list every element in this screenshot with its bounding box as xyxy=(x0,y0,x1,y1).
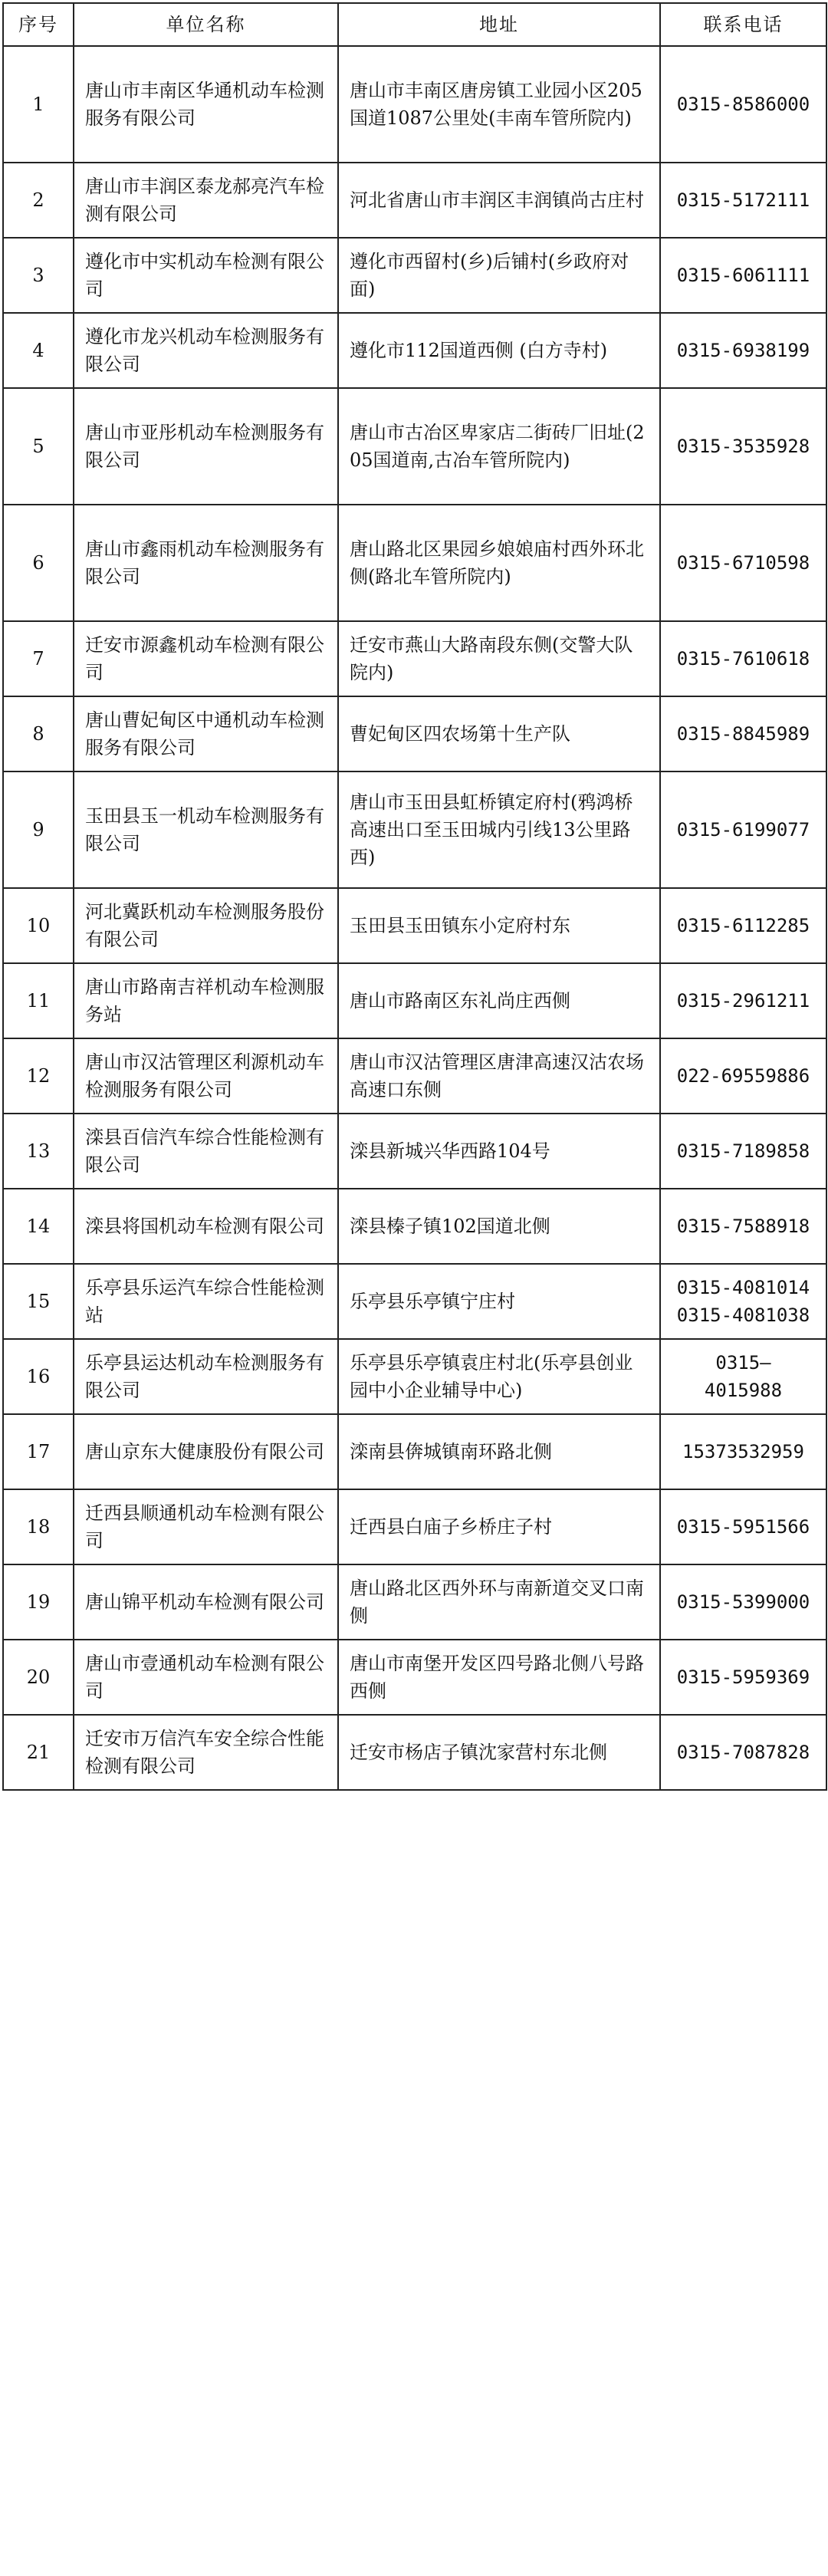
table-row xyxy=(3,771,826,888)
table-header-row xyxy=(3,3,826,46)
phone-number: 0315-4081014 xyxy=(676,1277,810,1298)
unit-address: 滦县新城兴华西路104号 xyxy=(338,1114,660,1189)
unit-address: 玉田县玉田镇东小定府村东 xyxy=(338,888,660,963)
row-number: 12 xyxy=(3,1038,74,1114)
inspection-stations-table xyxy=(2,2,827,1791)
table-body xyxy=(3,46,826,1790)
unit-address: 迁西县白庙子乡桥庄子村 xyxy=(338,1489,660,1564)
unit-name: 遵化市龙兴机动车检测服务有限公司 xyxy=(74,313,338,388)
row-number: 8 xyxy=(3,696,74,771)
row-number: 2 xyxy=(3,163,74,238)
row-number: 7 xyxy=(3,621,74,696)
phone-number: 0315-7588918 xyxy=(676,1216,810,1237)
row-number: 15 xyxy=(3,1264,74,1339)
contact-phone xyxy=(660,696,826,771)
table-row xyxy=(3,1564,826,1640)
unit-name: 迁安市源鑫机动车检测有限公司 xyxy=(74,621,338,696)
row-number: 6 xyxy=(3,505,74,621)
unit-name: 乐亭县运达机动车检测服务有限公司 xyxy=(74,1339,338,1414)
table-row xyxy=(3,505,826,621)
unit-address: 曹妃甸区四农场第十生产队 xyxy=(338,696,660,771)
row-number: 3 xyxy=(3,238,74,313)
unit-address: 唐山市路南区东礼尚庄西侧 xyxy=(338,963,660,1038)
header-address: 地址 xyxy=(338,3,660,46)
table-row xyxy=(3,696,826,771)
unit-address: 遵化市西留村(乡)后铺村(乡政府对面) xyxy=(338,238,660,313)
contact-phone xyxy=(660,163,826,238)
unit-name: 唐山市路南吉祥机动车检测服务站 xyxy=(74,963,338,1038)
row-number: 21 xyxy=(3,1715,74,1790)
unit-address: 唐山市汉沽管理区唐津高速汉沽农场高速口东侧 xyxy=(338,1038,660,1114)
unit-name: 迁安市万信汽车安全综合性能检测有限公司 xyxy=(74,1715,338,1790)
contact-phone xyxy=(660,505,826,621)
table-row xyxy=(3,1189,826,1264)
unit-name: 唐山市鑫雨机动车检测服务有限公司 xyxy=(74,505,338,621)
row-number: 4 xyxy=(3,313,74,388)
contact-phone xyxy=(660,46,826,163)
phone-number: 0315-6938199 xyxy=(676,340,810,361)
row-number: 11 xyxy=(3,963,74,1038)
table-row xyxy=(3,621,826,696)
phone-number: 0315-4081038 xyxy=(676,1304,810,1326)
table-row xyxy=(3,1264,826,1339)
unit-address: 遵化市112国道西侧 (白方寺村) xyxy=(338,313,660,388)
unit-address: 唐山路北区果园乡娘娘庙村西外环北侧(路北车管所院内) xyxy=(338,505,660,621)
contact-phone xyxy=(660,771,826,888)
table-row xyxy=(3,388,826,505)
unit-address: 迁安市燕山大路南段东侧(交警大队院内) xyxy=(338,621,660,696)
unit-address: 河北省唐山市丰润区丰润镇尚古庄村 xyxy=(338,163,660,238)
unit-name: 唐山京东大健康股份有限公司 xyxy=(74,1414,338,1489)
table-row xyxy=(3,163,826,238)
row-number: 10 xyxy=(3,888,74,963)
phone-number: 0315-6710598 xyxy=(676,552,810,574)
phone-number: 0315-3535928 xyxy=(676,436,810,457)
table-row xyxy=(3,1640,826,1715)
contact-phone xyxy=(660,1640,826,1715)
contact-phone xyxy=(660,1038,826,1114)
contact-phone xyxy=(660,388,826,505)
unit-name: 唐山曹妃甸区中通机动车检测服务有限公司 xyxy=(74,696,338,771)
row-number: 5 xyxy=(3,388,74,505)
header-phone: 联系电话 xyxy=(660,3,826,46)
phone-number: 022-69559886 xyxy=(676,1065,810,1087)
contact-phone xyxy=(660,963,826,1038)
phone-number: 15373532959 xyxy=(682,1441,804,1462)
contact-phone xyxy=(660,1564,826,1640)
row-number: 20 xyxy=(3,1640,74,1715)
row-number: 9 xyxy=(3,771,74,888)
unit-name: 滦县将国机动车检测有限公司 xyxy=(74,1189,338,1264)
contact-phone xyxy=(660,1715,826,1790)
header-no: 序号 xyxy=(3,3,74,46)
contact-phone xyxy=(660,1489,826,1564)
unit-address: 唐山市玉田县虹桥镇定府村(鸦鸿桥高速出口至玉田城内引线13公里路西) xyxy=(338,771,660,888)
unit-name: 遵化市中实机动车检测有限公司 xyxy=(74,238,338,313)
table-row xyxy=(3,888,826,963)
unit-address: 迁安市杨店子镇沈家营村东北侧 xyxy=(338,1715,660,1790)
phone-number: 0315— xyxy=(715,1352,771,1374)
table-row xyxy=(3,1114,826,1189)
phone-number: 0315-5959369 xyxy=(676,1666,810,1688)
table-row xyxy=(3,46,826,163)
row-number: 14 xyxy=(3,1189,74,1264)
unit-name: 唐山市壹通机动车检测有限公司 xyxy=(74,1640,338,1715)
row-number: 13 xyxy=(3,1114,74,1189)
phone-number: 0315-7189858 xyxy=(676,1140,810,1162)
header-name: 单位名称 xyxy=(74,3,338,46)
phone-number: 0315-6199077 xyxy=(676,819,810,841)
table-row xyxy=(3,1489,826,1564)
phone-number: 0315-7610618 xyxy=(676,648,810,669)
table-row xyxy=(3,1715,826,1790)
table-row xyxy=(3,1414,826,1489)
unit-address: 滦县榛子镇102国道北侧 xyxy=(338,1189,660,1264)
unit-address: 乐亭县乐亭镇袁庄村北(乐亭县创业园中小企业辅导中心) xyxy=(338,1339,660,1414)
unit-name: 唐山市丰南区华通机动车检测服务有限公司 xyxy=(74,46,338,163)
table-row xyxy=(3,1038,826,1114)
unit-name: 唐山市汉沽管理区利源机动车检测服务有限公司 xyxy=(74,1038,338,1114)
row-number: 19 xyxy=(3,1564,74,1640)
phone-number: 0315-5172111 xyxy=(676,189,810,211)
table-row xyxy=(3,313,826,388)
contact-phone xyxy=(660,313,826,388)
phone-number: 0315-8586000 xyxy=(676,94,810,115)
table-row xyxy=(3,238,826,313)
unit-address: 乐亭县乐亭镇宁庄村 xyxy=(338,1264,660,1339)
row-number: 17 xyxy=(3,1414,74,1489)
phone-number: 0315-5399000 xyxy=(676,1591,810,1613)
contact-phone xyxy=(660,621,826,696)
unit-name: 河北冀跃机动车检测服务股份有限公司 xyxy=(74,888,338,963)
phone-number: 0315-5951566 xyxy=(676,1516,810,1538)
unit-name: 滦县百信汽车综合性能检测有限公司 xyxy=(74,1114,338,1189)
contact-phone xyxy=(660,1264,826,1339)
unit-name: 唐山市丰润区泰龙郝亮汽车检测有限公司 xyxy=(74,163,338,238)
unit-name: 乐亭县乐运汽车综合性能检测站 xyxy=(74,1264,338,1339)
phone-number: 0315-6112285 xyxy=(676,915,810,936)
phone-number: 0315-2961211 xyxy=(676,990,810,1012)
phone-number: 0315-7087828 xyxy=(676,1742,810,1763)
contact-phone xyxy=(660,888,826,963)
unit-address: 滦南县倴城镇南环路北侧 xyxy=(338,1414,660,1489)
contact-phone xyxy=(660,1114,826,1189)
unit-address: 唐山市丰南区唐房镇工业园小区205国道1087公里处(丰南车管所院内) xyxy=(338,46,660,163)
unit-name: 玉田县玉一机动车检测服务有限公司 xyxy=(74,771,338,888)
unit-address: 唐山市古冶区卑家店二街砖厂旧址(205国道南,古冶车管所院内) xyxy=(338,388,660,505)
unit-address: 唐山市南堡开发区四号路北侧八号路西侧 xyxy=(338,1640,660,1715)
contact-phone xyxy=(660,1189,826,1264)
row-number: 16 xyxy=(3,1339,74,1414)
unit-name: 唐山锦平机动车检测有限公司 xyxy=(74,1564,338,1640)
table-row xyxy=(3,963,826,1038)
phone-number: 0315-8845989 xyxy=(676,723,810,745)
phone-number: 4015988 xyxy=(704,1380,783,1401)
unit-address: 唐山路北区西外环与南新道交叉口南侧 xyxy=(338,1564,660,1640)
row-number: 18 xyxy=(3,1489,74,1564)
unit-name: 迁西县顺通机动车检测有限公司 xyxy=(74,1489,338,1564)
table-row xyxy=(3,1339,826,1414)
contact-phone xyxy=(660,1339,826,1414)
contact-phone xyxy=(660,1414,826,1489)
unit-name: 唐山市亚彤机动车检测服务有限公司 xyxy=(74,388,338,505)
row-number: 1 xyxy=(3,46,74,163)
phone-number: 0315-6061111 xyxy=(676,265,810,286)
contact-phone xyxy=(660,238,826,313)
